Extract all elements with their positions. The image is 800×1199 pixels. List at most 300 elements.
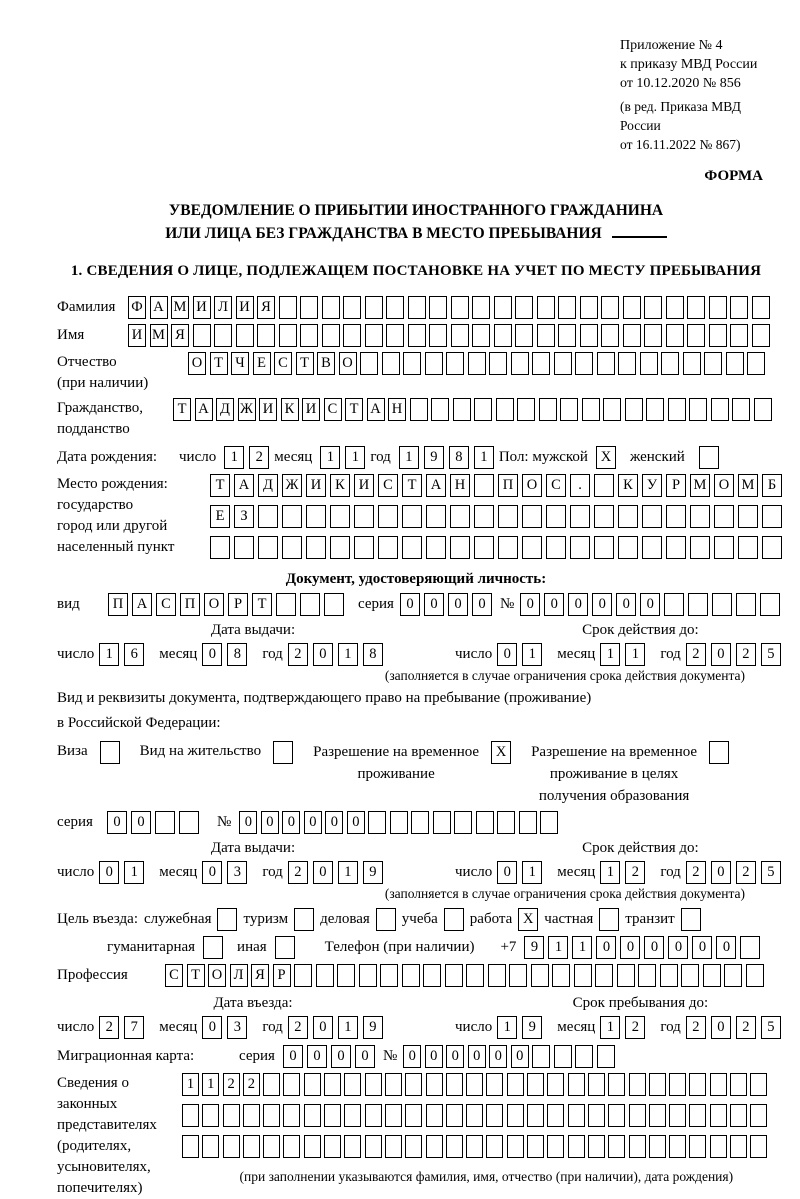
form-cell[interactable]	[243, 1104, 260, 1127]
form-cell[interactable]: 0	[711, 861, 731, 884]
form-cell[interactable]: 0	[239, 811, 257, 834]
form-cell[interactable]	[689, 1135, 706, 1158]
form-cell[interactable]	[646, 398, 664, 421]
form-cell[interactable]	[182, 1104, 199, 1127]
form-cell[interactable]: 0	[596, 936, 616, 959]
form-cell[interactable]	[343, 324, 361, 347]
form-cell[interactable]	[730, 1135, 747, 1158]
form-cell[interactable]: 1	[548, 936, 568, 959]
form-cell[interactable]	[594, 474, 614, 497]
form-cell[interactable]: И	[128, 324, 146, 347]
form-cell[interactable]	[300, 593, 320, 616]
form-cell[interactable]	[368, 811, 386, 834]
form-cell[interactable]	[711, 398, 729, 421]
form-cell[interactable]: 1	[345, 446, 365, 469]
form-cell[interactable]: И	[236, 296, 254, 319]
form-cell[interactable]	[546, 536, 566, 559]
form-cell[interactable]	[451, 296, 469, 319]
form-cell[interactable]: 0	[424, 593, 444, 616]
form-cell[interactable]: С	[378, 474, 398, 497]
form-cell[interactable]	[582, 398, 600, 421]
form-cell[interactable]: 0	[425, 1045, 443, 1068]
form-cell[interactable]: Т	[252, 593, 272, 616]
form-cell[interactable]: Я	[171, 324, 189, 347]
form-cell[interactable]	[568, 1073, 585, 1096]
form-cell[interactable]	[575, 1045, 593, 1068]
form-cell[interactable]: Т	[402, 474, 422, 497]
form-cell[interactable]: 2	[736, 1016, 756, 1039]
residence-permit-checkbox[interactable]	[273, 741, 293, 764]
form-cell[interactable]	[405, 1135, 422, 1158]
form-cell[interactable]: А	[150, 296, 168, 319]
form-cell[interactable]	[472, 296, 490, 319]
purpose-work-checkbox[interactable]: X	[518, 908, 538, 931]
form-cell[interactable]: И	[259, 398, 277, 421]
form-cell[interactable]	[594, 505, 614, 528]
form-cell[interactable]: 0	[202, 1016, 222, 1039]
form-cell[interactable]: 0	[592, 593, 612, 616]
form-cell[interactable]	[365, 1135, 382, 1158]
form-cell[interactable]	[714, 505, 734, 528]
form-cell[interactable]	[466, 1073, 483, 1096]
form-cell[interactable]: Д	[258, 474, 278, 497]
form-cell[interactable]: Т	[296, 352, 314, 375]
form-cell[interactable]	[683, 352, 701, 375]
form-cell[interactable]	[263, 1135, 280, 1158]
form-cell[interactable]	[450, 505, 470, 528]
form-cell[interactable]	[515, 296, 533, 319]
form-cell[interactable]: О	[208, 964, 226, 987]
form-cell[interactable]	[608, 1073, 625, 1096]
form-cell[interactable]: Т	[210, 352, 228, 375]
form-cell[interactable]	[378, 536, 398, 559]
form-cell[interactable]	[588, 1135, 605, 1158]
form-cell[interactable]: 2	[625, 861, 645, 884]
form-cell[interactable]: П	[180, 593, 200, 616]
form-cell[interactable]	[666, 505, 686, 528]
form-cell[interactable]	[429, 296, 447, 319]
form-cell[interactable]: О	[714, 474, 734, 497]
form-cell[interactable]	[539, 398, 557, 421]
form-cell[interactable]	[629, 1104, 646, 1127]
form-cell[interactable]: 0	[403, 1045, 421, 1068]
form-cell[interactable]	[234, 536, 254, 559]
form-cell[interactable]	[300, 324, 318, 347]
form-cell[interactable]: Т	[173, 398, 191, 421]
form-cell[interactable]	[752, 324, 770, 347]
form-cell[interactable]	[750, 1073, 767, 1096]
male-checkbox[interactable]: X	[596, 446, 616, 469]
form-cell[interactable]	[625, 398, 643, 421]
form-cell[interactable]: 1	[99, 643, 119, 666]
form-cell[interactable]	[623, 296, 641, 319]
form-cell[interactable]	[704, 352, 722, 375]
form-cell[interactable]	[279, 324, 297, 347]
form-cell[interactable]	[179, 811, 199, 834]
form-cell[interactable]	[243, 1135, 260, 1158]
form-cell[interactable]: 0	[520, 593, 540, 616]
form-cell[interactable]	[714, 536, 734, 559]
form-cell[interactable]: О	[204, 593, 224, 616]
form-cell[interactable]: 0	[668, 936, 688, 959]
form-cell[interactable]	[446, 1104, 463, 1127]
form-cell[interactable]	[668, 398, 686, 421]
form-cell[interactable]: 1	[572, 936, 592, 959]
form-cell[interactable]	[666, 324, 684, 347]
form-cell[interactable]	[402, 505, 422, 528]
form-cell[interactable]	[344, 1135, 361, 1158]
form-cell[interactable]	[202, 1135, 219, 1158]
form-cell[interactable]: У	[642, 474, 662, 497]
form-cell[interactable]	[507, 1135, 524, 1158]
purpose-transit-checkbox[interactable]	[681, 908, 701, 931]
form-cell[interactable]: 5	[761, 861, 781, 884]
form-cell[interactable]: И	[354, 474, 374, 497]
form-cell[interactable]	[669, 1073, 686, 1096]
form-cell[interactable]	[517, 398, 535, 421]
form-cell[interactable]	[382, 352, 400, 375]
form-cell[interactable]	[306, 536, 326, 559]
form-cell[interactable]	[322, 324, 340, 347]
form-cell[interactable]	[750, 1135, 767, 1158]
form-cell[interactable]	[423, 964, 441, 987]
form-cell[interactable]	[689, 1073, 706, 1096]
form-cell[interactable]	[689, 1104, 706, 1127]
form-cell[interactable]	[306, 505, 326, 528]
form-cell[interactable]: 1	[522, 643, 542, 666]
form-cell[interactable]	[712, 593, 732, 616]
form-cell[interactable]	[390, 811, 408, 834]
form-cell[interactable]: П	[108, 593, 128, 616]
form-cell[interactable]	[597, 1045, 615, 1068]
form-cell[interactable]	[570, 505, 590, 528]
form-cell[interactable]	[324, 1104, 341, 1127]
form-cell[interactable]: Т	[210, 474, 230, 497]
form-cell[interactable]: М	[171, 296, 189, 319]
form-cell[interactable]	[594, 536, 614, 559]
form-cell[interactable]	[385, 1135, 402, 1158]
form-cell[interactable]	[738, 505, 758, 528]
form-cell[interactable]: Н	[388, 398, 406, 421]
form-cell[interactable]	[522, 536, 542, 559]
form-cell[interactable]	[258, 505, 278, 528]
form-cell[interactable]	[666, 536, 686, 559]
form-cell[interactable]	[354, 505, 374, 528]
form-cell[interactable]	[532, 1045, 550, 1068]
form-cell[interactable]	[282, 505, 302, 528]
form-cell[interactable]	[304, 1135, 321, 1158]
form-cell[interactable]: 2	[736, 861, 756, 884]
form-cell[interactable]	[343, 296, 361, 319]
form-cell[interactable]	[385, 1104, 402, 1127]
female-checkbox[interactable]	[699, 446, 719, 469]
form-cell[interactable]	[236, 324, 254, 347]
form-cell[interactable]: Р	[273, 964, 291, 987]
form-cell[interactable]: Ч	[231, 352, 249, 375]
form-cell[interactable]: 2	[288, 861, 308, 884]
form-cell[interactable]: 6	[124, 643, 144, 666]
form-cell[interactable]	[330, 536, 350, 559]
form-cell[interactable]	[182, 1135, 199, 1158]
form-cell[interactable]: А	[234, 474, 254, 497]
form-cell[interactable]	[402, 536, 422, 559]
form-cell[interactable]: М	[690, 474, 710, 497]
form-cell[interactable]	[405, 1104, 422, 1127]
purpose-tourism-checkbox[interactable]	[294, 908, 314, 931]
form-cell[interactable]	[601, 296, 619, 319]
form-cell[interactable]	[558, 296, 576, 319]
form-cell[interactable]	[740, 936, 760, 959]
form-cell[interactable]	[223, 1135, 240, 1158]
form-cell[interactable]	[568, 1135, 585, 1158]
form-cell[interactable]: И	[193, 296, 211, 319]
form-cell[interactable]	[580, 296, 598, 319]
form-cell[interactable]	[202, 1104, 219, 1127]
form-cell[interactable]	[450, 536, 470, 559]
form-cell[interactable]	[386, 296, 404, 319]
form-cell[interactable]	[730, 1104, 747, 1127]
form-cell[interactable]: В	[317, 352, 335, 375]
form-cell[interactable]	[445, 964, 463, 987]
form-cell[interactable]	[446, 1073, 463, 1096]
form-cell[interactable]: 0	[261, 811, 279, 834]
form-cell[interactable]: 0	[711, 643, 731, 666]
form-cell[interactable]	[365, 324, 383, 347]
form-cell[interactable]: 2	[686, 861, 706, 884]
form-cell[interactable]	[282, 536, 302, 559]
form-cell[interactable]	[752, 296, 770, 319]
form-cell[interactable]: 1	[338, 1016, 358, 1039]
form-cell[interactable]	[486, 1104, 503, 1127]
form-cell[interactable]	[558, 324, 576, 347]
form-cell[interactable]	[304, 1104, 321, 1127]
form-cell[interactable]	[337, 964, 355, 987]
form-cell[interactable]	[408, 296, 426, 319]
form-cell[interactable]: 0	[282, 811, 300, 834]
form-cell[interactable]: 2	[686, 643, 706, 666]
form-cell[interactable]	[283, 1073, 300, 1096]
form-cell[interactable]	[402, 964, 420, 987]
form-cell[interactable]	[580, 324, 598, 347]
form-cell[interactable]: 0	[568, 593, 588, 616]
form-cell[interactable]	[687, 296, 705, 319]
form-cell[interactable]	[649, 1073, 666, 1096]
form-cell[interactable]	[294, 964, 312, 987]
form-cell[interactable]	[629, 1135, 646, 1158]
form-cell[interactable]: 0	[640, 593, 660, 616]
form-cell[interactable]: 2	[736, 643, 756, 666]
form-cell[interactable]	[258, 536, 278, 559]
form-cell[interactable]: 3	[227, 861, 247, 884]
form-cell[interactable]: 1	[202, 1073, 219, 1096]
form-cell[interactable]	[411, 811, 429, 834]
form-cell[interactable]: Ж	[238, 398, 256, 421]
form-cell[interactable]: С	[546, 474, 566, 497]
form-cell[interactable]	[746, 964, 764, 987]
form-cell[interactable]	[263, 1104, 280, 1127]
form-cell[interactable]: 9	[522, 1016, 542, 1039]
form-cell[interactable]: 0	[283, 1045, 303, 1068]
form-cell[interactable]: 3	[227, 1016, 247, 1039]
form-cell[interactable]: 0	[304, 811, 322, 834]
form-cell[interactable]: А	[132, 593, 152, 616]
form-cell[interactable]	[537, 324, 555, 347]
form-cell[interactable]: Т	[187, 964, 205, 987]
form-cell[interactable]	[681, 964, 699, 987]
form-cell[interactable]: 0	[307, 1045, 327, 1068]
form-cell[interactable]	[540, 811, 558, 834]
form-cell[interactable]: 0	[468, 1045, 486, 1068]
form-cell[interactable]	[709, 324, 727, 347]
form-cell[interactable]: И	[302, 398, 320, 421]
form-cell[interactable]: К	[330, 474, 350, 497]
form-cell[interactable]	[433, 811, 451, 834]
form-cell[interactable]: 9	[424, 446, 444, 469]
form-cell[interactable]: Р	[228, 593, 248, 616]
form-cell[interactable]	[730, 1073, 747, 1096]
form-cell[interactable]: 0	[325, 811, 343, 834]
form-cell[interactable]	[623, 324, 641, 347]
form-cell[interactable]	[446, 1135, 463, 1158]
form-cell[interactable]: 2	[288, 1016, 308, 1039]
form-cell[interactable]: 0	[692, 936, 712, 959]
form-cell[interactable]	[527, 1135, 544, 1158]
form-cell[interactable]	[365, 1104, 382, 1127]
form-cell[interactable]: Б	[762, 474, 782, 497]
form-cell[interactable]	[210, 536, 230, 559]
temp-residence-education-checkbox[interactable]	[709, 741, 729, 764]
form-cell[interactable]	[385, 1073, 402, 1096]
form-cell[interactable]: 0	[497, 861, 517, 884]
form-cell[interactable]: 0	[446, 1045, 464, 1068]
form-cell[interactable]	[344, 1073, 361, 1096]
purpose-humanitarian-checkbox[interactable]	[203, 936, 223, 959]
form-cell[interactable]	[724, 964, 742, 987]
form-cell[interactable]	[629, 1073, 646, 1096]
form-cell[interactable]	[617, 964, 635, 987]
form-cell[interactable]	[762, 536, 782, 559]
form-cell[interactable]	[730, 324, 748, 347]
form-cell[interactable]	[537, 296, 555, 319]
form-cell[interactable]	[642, 536, 662, 559]
form-cell[interactable]: 0	[472, 593, 492, 616]
form-cell[interactable]	[453, 398, 471, 421]
form-cell[interactable]	[344, 1104, 361, 1127]
form-cell[interactable]	[494, 324, 512, 347]
form-cell[interactable]	[378, 505, 398, 528]
form-cell[interactable]	[597, 352, 615, 375]
form-cell[interactable]	[638, 964, 656, 987]
form-cell[interactable]	[403, 352, 421, 375]
form-cell[interactable]	[688, 593, 708, 616]
form-cell[interactable]	[750, 1104, 767, 1127]
form-cell[interactable]	[507, 1073, 524, 1096]
form-cell[interactable]	[664, 593, 684, 616]
form-cell[interactable]: 0	[202, 861, 222, 884]
form-cell[interactable]	[474, 505, 494, 528]
form-cell[interactable]	[552, 964, 570, 987]
purpose-private-checkbox[interactable]	[599, 908, 619, 931]
form-cell[interactable]: Е	[253, 352, 271, 375]
form-cell[interactable]	[690, 536, 710, 559]
form-cell[interactable]	[365, 1073, 382, 1096]
form-cell[interactable]: 1	[474, 446, 494, 469]
form-cell[interactable]: 7	[124, 1016, 144, 1039]
form-cell[interactable]: 0	[711, 1016, 731, 1039]
form-cell[interactable]: 0	[489, 1045, 507, 1068]
form-cell[interactable]	[324, 1135, 341, 1158]
form-cell[interactable]: 0	[313, 861, 333, 884]
form-cell[interactable]: Я	[257, 296, 275, 319]
form-cell[interactable]: 0	[400, 593, 420, 616]
form-cell[interactable]: М	[738, 474, 758, 497]
form-cell[interactable]	[300, 296, 318, 319]
form-cell[interactable]	[608, 1135, 625, 1158]
form-cell[interactable]	[730, 296, 748, 319]
form-cell[interactable]	[223, 1104, 240, 1127]
form-cell[interactable]	[710, 1073, 727, 1096]
form-cell[interactable]	[386, 324, 404, 347]
form-cell[interactable]	[644, 296, 662, 319]
form-cell[interactable]: 0	[331, 1045, 351, 1068]
form-cell[interactable]	[689, 398, 707, 421]
form-cell[interactable]	[474, 474, 494, 497]
form-cell[interactable]: 0	[716, 936, 736, 959]
form-cell[interactable]: 2	[99, 1016, 119, 1039]
form-cell[interactable]	[546, 505, 566, 528]
form-cell[interactable]	[575, 352, 593, 375]
form-cell[interactable]	[661, 352, 679, 375]
form-cell[interactable]: О	[339, 352, 357, 375]
form-cell[interactable]	[608, 1104, 625, 1127]
form-cell[interactable]	[509, 964, 527, 987]
form-cell[interactable]	[466, 1104, 483, 1127]
form-cell[interactable]	[669, 1135, 686, 1158]
form-cell[interactable]: 1	[600, 643, 620, 666]
form-cell[interactable]	[618, 352, 636, 375]
form-cell[interactable]: 9	[363, 1016, 383, 1039]
form-cell[interactable]	[732, 398, 750, 421]
form-cell[interactable]	[497, 811, 515, 834]
form-cell[interactable]	[426, 536, 446, 559]
form-cell[interactable]	[324, 1073, 341, 1096]
form-cell[interactable]	[193, 324, 211, 347]
form-cell[interactable]: Ф	[128, 296, 146, 319]
form-cell[interactable]	[426, 1073, 443, 1096]
form-cell[interactable]	[640, 352, 658, 375]
form-cell[interactable]	[710, 1135, 727, 1158]
form-cell[interactable]	[360, 352, 378, 375]
form-cell[interactable]	[527, 1104, 544, 1127]
form-cell[interactable]	[324, 593, 344, 616]
form-cell[interactable]: 0	[355, 1045, 375, 1068]
form-cell[interactable]: 0	[497, 643, 517, 666]
form-cell[interactable]	[642, 505, 662, 528]
form-cell[interactable]	[754, 398, 772, 421]
form-cell[interactable]	[283, 1104, 300, 1127]
form-cell[interactable]: 1	[399, 446, 419, 469]
form-cell[interactable]	[214, 324, 232, 347]
form-cell[interactable]: З	[234, 505, 254, 528]
form-cell[interactable]	[588, 1073, 605, 1096]
form-cell[interactable]	[547, 1135, 564, 1158]
form-cell[interactable]	[507, 1104, 524, 1127]
form-cell[interactable]	[690, 505, 710, 528]
form-cell[interactable]: 0	[107, 811, 127, 834]
form-cell[interactable]	[429, 324, 447, 347]
form-cell[interactable]	[703, 964, 721, 987]
form-cell[interactable]	[618, 536, 638, 559]
